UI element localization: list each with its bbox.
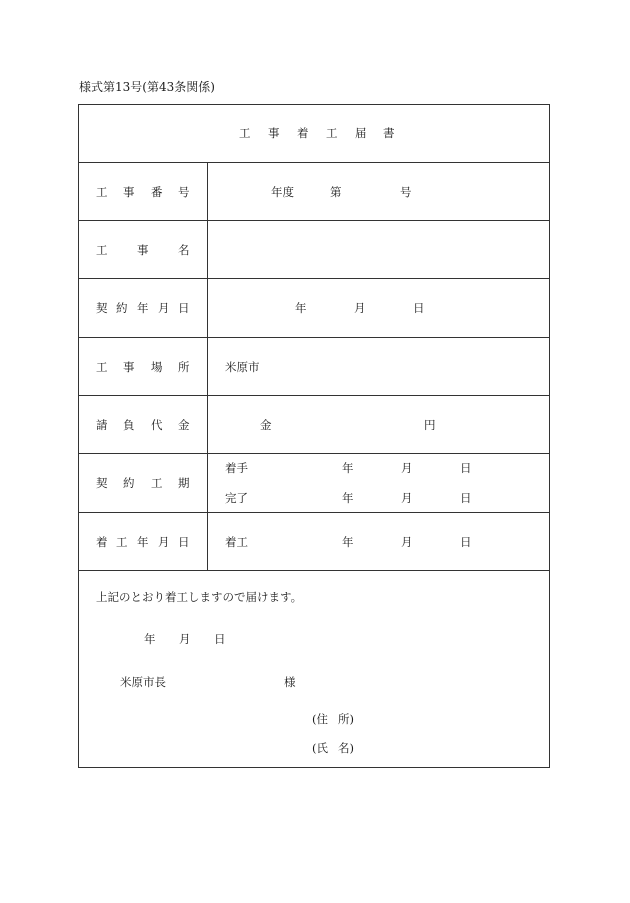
label-char: 約 [123,476,135,490]
sama-text: 様 [284,675,296,689]
label-char: 負 [123,418,135,432]
date-tsuki: 月 [179,632,191,646]
column-divider [207,162,208,570]
chakko-label: 着工 [225,535,248,549]
label-char: 事 [137,243,149,257]
statement-text: 上記のとおり着工しますので届けます。 [96,590,303,604]
nen-text: 年 [295,301,307,315]
nen-text: 年 [342,461,354,475]
form-number-label: 様式第13号(第43条関係) [79,80,215,94]
label-char: 代 [151,418,163,432]
label-char: 所 [178,360,190,374]
label-char: 契 [96,476,108,490]
en-text: 円 [424,418,436,432]
title-char: 工 [326,126,338,140]
label-char: 契 [96,301,108,315]
label-char: 月 [158,301,170,315]
address-label-part: 所) [338,712,354,726]
chakushu-label: 着手 [225,461,248,475]
form-frame [78,104,550,768]
tsuki-text: 月 [354,301,366,315]
title-char: 届 [355,126,367,140]
label-char: 年 [137,535,149,549]
label-char: 年 [137,301,149,315]
label-char: 事 [123,360,135,374]
tsuki-text: 月 [401,535,413,549]
label-char: 期 [178,476,190,490]
label-char: 工 [151,476,163,490]
nendo-text: 年度 [271,185,294,199]
label-char: 日 [178,535,190,549]
label-char: 約 [116,301,128,315]
kanryo-label: 完了 [225,491,248,505]
divider [78,395,550,396]
hi-text: 日 [460,461,472,475]
divider [78,512,550,513]
label-char: 月 [158,535,170,549]
label-char: 号 [178,185,190,199]
addressee-text: 米原市長 [120,675,166,689]
tsuki-text: 月 [401,491,413,505]
divider [78,220,550,221]
divider [78,337,550,338]
label-char: 番 [151,185,163,199]
title-char: 事 [268,126,280,140]
label-char: 事 [123,185,135,199]
label-char: 場 [151,360,163,374]
hi-text: 日 [413,301,425,315]
label-char: 工 [96,360,108,374]
label-char: 工 [116,535,128,549]
label-char: 工 [96,243,108,257]
go-text: 号 [400,185,412,199]
divider [78,453,550,454]
dai-text: 第 [330,185,342,199]
date-hi: 日 [214,632,226,646]
nen-text: 年 [342,535,354,549]
label-char: 名 [178,243,190,257]
hi-text: 日 [460,535,472,549]
label-char: 工 [96,185,108,199]
koji-basho-value: 米原市 [225,360,260,374]
name-label-part: (氏 [312,741,328,755]
hi-text: 日 [460,491,472,505]
title-char: 着 [297,126,309,140]
label-char: 請 [96,418,108,432]
date-nen: 年 [144,632,156,646]
divider [78,278,550,279]
nen-text: 年 [342,491,354,505]
address-label-part: (住 [312,712,328,726]
kin-text: 金 [260,418,272,432]
label-char: 着 [96,535,108,549]
label-char: 日 [178,301,190,315]
title-char: 工 [239,126,251,140]
tsuki-text: 月 [401,461,413,475]
label-char: 金 [178,418,190,432]
divider [78,570,550,571]
name-label-part: 名) [338,741,354,755]
title-char: 書 [383,126,395,140]
divider [78,162,550,163]
